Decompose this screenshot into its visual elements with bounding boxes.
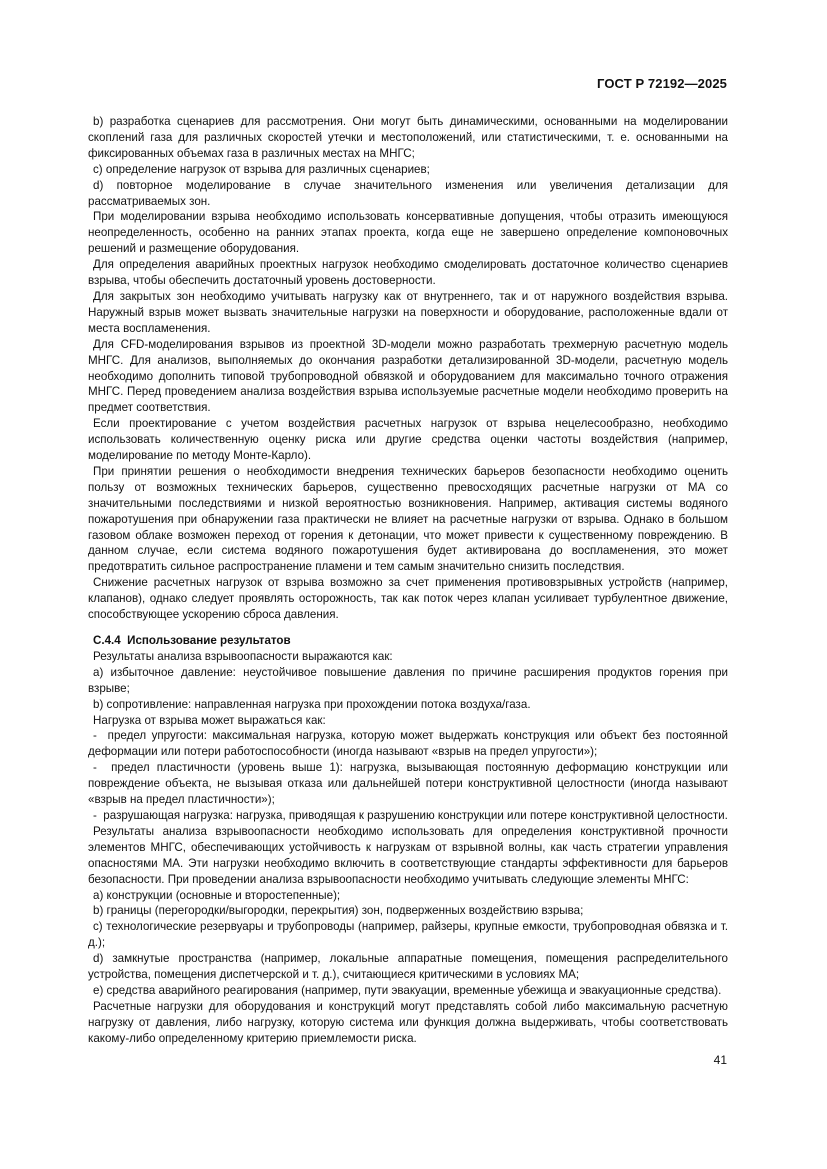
section-heading: С.4.4 Использование результатов [93,634,291,647]
list-item-plastic-limit: - предел пластичности (уровень выше 1): нагрузка, вызывающая постоянную деформацию конструкции или повреждение объекта, не вызывая отказа или дальнейшей потери конструктивной целостности (иногда называют «взрыв на предел пластичности»); [88,761,728,807]
list-item-c-vessels: c) технологические резервуары и трубопроводы (например, райзеры, крупные емкости, трубопроводная обвязка и т. д.); [88,920,728,950]
list-item-breaking-load: - разрушающая нагрузка: нагрузка, приводящая к разрушению конструкции или потере конструктивной целостности. [93,808,728,822]
list-item-b-scenarios: b) разработка сценариев для рассмотрения. Они могут быть динамическими, основанными на моделировании скоплений газа для различных скоростей утечки и местоположений, или статистическими, т. е. основанными на фиксированных объемах газа в различных местах на МНГС; [88,115,728,160]
list-item-d-remodeling: d) повторное моделирование в случае значительного изменения или увеличения детализации для рассматриваемых зон. [88,178,728,208]
list-item-a-structures: a) конструкции (основные и второстепенные); [93,888,341,902]
paragraph-design-loads: Для определения аварийных проектных нагрузок необходимо смоделировать достаточное количество сценариев взрыва, чтобы обеспечить достаточный уровень достоверности. [88,258,728,288]
paragraph-safety-barriers: При принятии решения о необходимости внедрения технических барьеров безопасности необходимо оценить пользу от возможных технических барьеров, существенно превосходящих расчетные нагрузки от МА со значительными последствиями и низкой вероятностью возникновения. Например, активация системы водяного пожаротушения при обнаружении газа практически не влияет на расчетные нагрузки от взрыва. Однако в большом газовом облаке возможен переход от горения к детонации, что может привести к существенному повреждению. В данном случае, если система водяного пожаротушения будет активирована до воспламенения, это может предотвратить сильное распространение пламени и тем самым значительно снизить последствия. [88,464,728,574]
list-item-a-overpressure: a) избыточное давление: неустойчивое повышение давления по причине расширения продуктов горения при взрыве; [88,665,728,695]
page-body [88,114,728,1047]
paragraph-load-expression: Нагрузка от взрыва может выражаться как: [93,713,326,727]
list-item-b-boundaries: b) границы (перегородки/выгородки, перекрытия) зон, подверженных воздействию взрыва; [93,904,584,918]
paragraph-conservative-assumptions: При моделировании взрыва необходимо использовать консервативные допущения, чтобы отразить имеющуюся неопределенность, особенно на ранних этапах проекта, когда еще не завершено определение компоновочных решений и размещение оборудования. [88,210,728,256]
list-item-e-emergency-response: e) средства аварийного реагирования (например, пути эвакуации, временные убежища и эвакуационные средства). [93,983,722,997]
paragraph-results-intro: Результаты анализа взрывоопасности выражаются как: [93,649,393,663]
paragraph-risk-assessment: Если проектирование с учетом воздействия расчетных нагрузок от взрыва нецелесообразно, необходимо использовать количественную оценку риска или другие средства оценки частоты воздействия (например, моделирование по методу Монте-Карло). [88,417,728,463]
document-header: ГОСТ Р 72192—2025 [597,76,727,91]
page-number: 41 [713,1053,727,1067]
list-item-b-drag: b) сопротивление: направленная нагрузка при прохождении потока воздуха/газа. [93,697,531,711]
list-item-c-loads: c) определение нагрузок от взрыва для различных сценариев; [93,162,430,176]
list-item-elastic-limit: - предел упругости: максимальная нагрузка, которую может выдержать конструкция или объект без постоянной деформации или потери работоспособности (иногда называют «взрыв на предел упругости»); [88,729,728,759]
paragraph-design-loads-equipment: Расчетные нагрузки для оборудования и конструкций могут представлять собой либо максимальную расчетную нагрузку от давления, либо нагрузку, которую система или функция должна выдерживать, чтобы соответствовать какому-либо определенному критерию приемлемости риска. [88,999,728,1045]
paragraph-cfd-modeling: Для CFD-моделирования взрывов из проектной 3D-модели можно разработать трехмерную расчетную модель МНГС. Для анализов, выполняемых до окончания разработки детализированной 3D-модели, расчетную модель необходимо дополнить типовой трубопроводной обвязкой и оборудованием для максимально точного отражения МНГС. Перед проведением анализа воздействия взрыва используемые расчетные модели необходимо проверить на предмет соответствия. [88,337,728,415]
list-item-d-enclosed-spaces: d) замкнутые пространства (например, локальные аппаратные помещения, помещения распределительного устройства, помещения диспетчерской и т. д.), считающиеся критическими в условиях МА; [88,952,728,982]
paragraph-load-reduction: Снижение расчетных нагрузок от взрыва возможно за счет применения противовзрывных устройств (например, клапанов), однако следует проявлять осторожность, так как поток через клапан усиливает турбулентное движение, способствующее ускорению сброса давления. [88,576,728,622]
paragraph-structural-strength: Результаты анализа взрывоопасности необходимо использовать для определения конструктивной прочности элементов МНГС, обеспечивающих устойчивость к нагрузкам от взрывной волны, как часть стратегии управления опасностями МА. Эти нагрузки необходимо включить в соответствующие стандарты эффективности для барьеров безопасности. При проведении анализа взрывоопасности необходимо учитывать следующие элементы МНГС: [88,824,728,886]
paragraph-closed-zones: Для закрытых зон необходимо учитывать нагрузку как от внутреннего, так и от наружного воздействия взрыва. Наружный взрыв может вызвать значительные нагрузки на поверхности и оборудование, расположенные вдали от места воспламенения. [88,289,728,335]
